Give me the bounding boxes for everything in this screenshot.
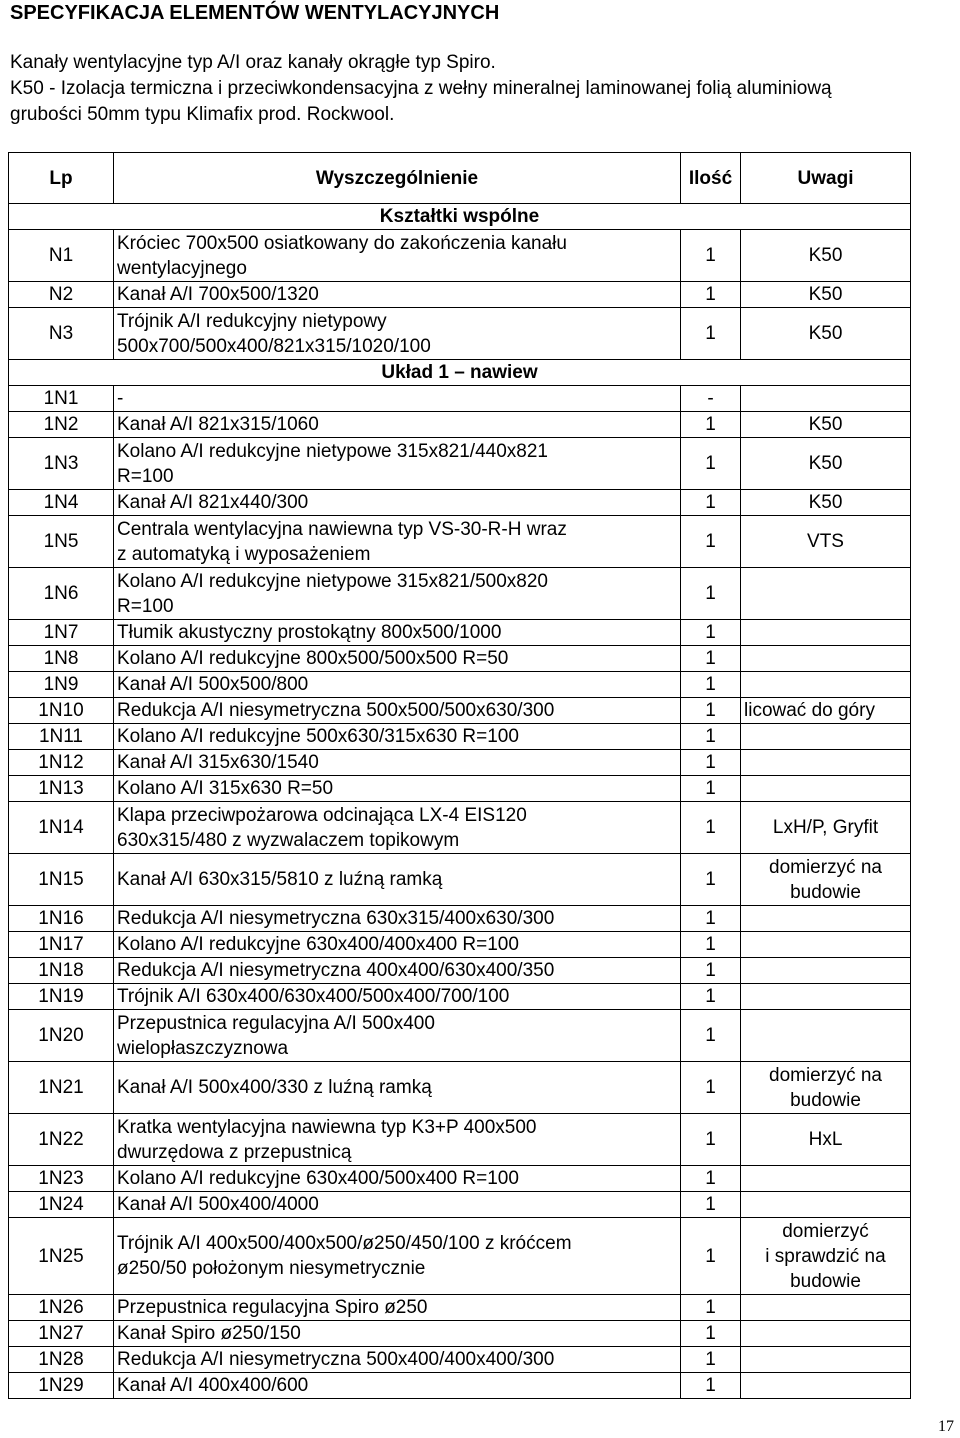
cell-lp: 1N12 [9,750,114,776]
cell-note [741,958,911,984]
cell-note: K50 [741,438,911,490]
cell-lp: 1N2 [9,412,114,438]
cell-lp: 1N3 [9,438,114,490]
cell-qty: 1 [681,750,741,776]
cell-desc: Kolano A/I redukcyjne 630x400/500x400 R=100 [114,1166,681,1192]
header-description: Wyszczególnienie [114,153,681,204]
table-row [9,386,911,412]
cell-desc: Kratka wentylacyjna nawiewna typ K3+P 400x500 dwurzędowa z przepustnicą [114,1114,681,1166]
cell-qty: 1 [681,516,741,568]
cell-note [741,672,911,698]
table-header-row [9,153,911,204]
section-title: Układ 1 – nawiew [9,360,911,386]
table-row [9,1321,911,1347]
table-row [9,1010,911,1062]
cell-desc: Kanał A/I 500x400/330 z luźną ramką [114,1062,681,1114]
section-row [9,360,911,386]
cell-desc: Kolano A/I redukcyjne 800x500/500x500 R=50 [114,646,681,672]
cell-qty: 1 [681,1192,741,1218]
table-row [9,568,911,620]
table-row [9,958,911,984]
cell-note: K50 [741,282,911,308]
cell-desc: - [114,386,681,412]
cell-desc: Kanał A/I 630x315/5810 z luźną ramką [114,854,681,906]
cell-qty: 1 [681,412,741,438]
cell-lp: 1N6 [9,568,114,620]
table-row [9,906,911,932]
cell-lp: 1N17 [9,932,114,958]
cell-note: LxH/P, Gryfit [741,802,911,854]
cell-qty: 1 [681,490,741,516]
cell-qty: 1 [681,906,741,932]
cell-desc: Trójnik A/I 630x400/630x400/500x400/700/100 [114,984,681,1010]
cell-lp: 1N14 [9,802,114,854]
cell-note [741,620,911,646]
cell-note: K50 [741,230,911,282]
cell-qty: 1 [681,646,741,672]
cell-desc: Kolano A/I redukcyjne 500x630/315x630 R=100 [114,724,681,750]
cell-lp: 1N22 [9,1114,114,1166]
cell-qty: 1 [681,1321,741,1347]
cell-lp: 1N7 [9,620,114,646]
cell-qty: 1 [681,698,741,724]
cell-qty: - [681,386,741,412]
section-row [9,204,911,230]
cell-lp: 1N5 [9,516,114,568]
cell-qty: 1 [681,724,741,750]
header-lp: Lp [9,153,114,204]
cell-desc: Kanał A/I 400x400/600 [114,1373,681,1399]
cell-lp: 1N25 [9,1218,114,1295]
cell-note [741,1321,911,1347]
cell-note: licować do góry [741,698,911,724]
cell-desc: Trójnik A/I redukcyjny nietypowy 500x700/500x400/821x315/1020/100 [114,308,681,360]
table-row [9,1218,911,1295]
cell-desc: Kolano A/I redukcyjne 630x400/400x400 R=100 [114,932,681,958]
cell-lp: 1N29 [9,1373,114,1399]
cell-note: domierzyć na budowie [741,1062,911,1114]
cell-lp: 1N19 [9,984,114,1010]
table-row [9,1192,911,1218]
intro-line: K50 - Izolacja termiczna i przeciwkondensacyjna z wełny mineralnej laminowanej folią aluminiową [10,78,832,99]
table-row [9,750,911,776]
table-row [9,516,911,568]
cell-qty: 1 [681,308,741,360]
table-row [9,724,911,750]
cell-desc: Przepustnica regulacyjna Spiro ø250 [114,1295,681,1321]
cell-lp: N2 [9,282,114,308]
cell-lp: N1 [9,230,114,282]
cell-qty: 1 [681,438,741,490]
cell-desc: Trójnik A/I 400x500/400x500/ø250/450/100 z króćcem ø250/50 położonym niesymetrycznie [114,1218,681,1295]
cell-desc: Redukcja A/I niesymetryczna 500x400/400x400/300 [114,1347,681,1373]
table-row [9,1295,911,1321]
cell-desc: Kanał A/I 500x500/800 [114,672,681,698]
table-row [9,1166,911,1192]
cell-lp: 1N20 [9,1010,114,1062]
cell-note: domierzyć na budowie [741,854,911,906]
table-row [9,1347,911,1373]
cell-desc: Kolano A/I redukcyjne nietypowe 315x821/500x820 R=100 [114,568,681,620]
cell-note [741,1373,911,1399]
header-quantity: Ilość [681,153,741,204]
table-row [9,802,911,854]
table-row [9,412,911,438]
cell-qty: 1 [681,1010,741,1062]
table-row [9,230,911,282]
table-row [9,308,911,360]
table-row [9,932,911,958]
cell-note [741,1192,911,1218]
cell-desc: Króciec 700x500 osiatkowany do zakończenia kanału wentylacyjnego [114,230,681,282]
cell-lp: 1N13 [9,776,114,802]
table-row [9,776,911,802]
table-row [9,698,911,724]
cell-note [741,646,911,672]
cell-lp: 1N18 [9,958,114,984]
cell-note [741,1295,911,1321]
cell-note [741,1010,911,1062]
cell-lp: 1N24 [9,1192,114,1218]
document-heading: SPECYFIKACJA ELEMENTÓW WENTYLACYJNYCH [10,2,500,24]
cell-qty: 1 [681,958,741,984]
cell-note [741,1347,911,1373]
cell-note [741,776,911,802]
cell-lp: N3 [9,308,114,360]
cell-qty: 1 [681,230,741,282]
cell-desc: Kanał A/I 500x400/4000 [114,1192,681,1218]
cell-qty: 1 [681,1166,741,1192]
cell-qty: 1 [681,776,741,802]
cell-qty: 1 [681,1062,741,1114]
cell-desc: Kanał A/I 821x315/1060 [114,412,681,438]
cell-qty: 1 [681,984,741,1010]
cell-note [741,750,911,776]
cell-note: domierzyć i sprawdzić na budowie [741,1218,911,1295]
cell-note [741,932,911,958]
table-row [9,282,911,308]
cell-desc: Przepustnica regulacyjna A/I 500x400 wielopłaszczyznowa [114,1010,681,1062]
cell-lp: 1N26 [9,1295,114,1321]
table-row [9,1062,911,1114]
specification-table [8,152,911,1399]
cell-note: K50 [741,412,911,438]
cell-qty: 1 [681,932,741,958]
cell-note [741,906,911,932]
table-row [9,854,911,906]
cell-qty: 1 [681,1114,741,1166]
cell-qty: 1 [681,620,741,646]
cell-note [741,984,911,1010]
table-row [9,438,911,490]
cell-desc: Kolano A/I 315x630 R=50 [114,776,681,802]
cell-qty: 1 [681,802,741,854]
cell-desc: Redukcja A/I niesymetryczna 630x315/400x630/300 [114,906,681,932]
cell-lp: 1N9 [9,672,114,698]
header-notes: Uwagi [741,153,911,204]
cell-lp: 1N23 [9,1166,114,1192]
cell-note: VTS [741,516,911,568]
cell-lp: 1N16 [9,906,114,932]
intro-line: grubości 50mm typu Klimafix prod. Rockwool. [10,104,395,125]
page-number: 17 [938,1418,954,1435]
cell-qty: 1 [681,1347,741,1373]
cell-lp: 1N1 [9,386,114,412]
cell-lp: 1N8 [9,646,114,672]
cell-desc: Redukcja A/I niesymetryczna 500x500/500x630/300 [114,698,681,724]
specification-table-body [9,153,911,1399]
cell-desc: Kolano A/I redukcyjne nietypowe 315x821/440x821 R=100 [114,438,681,490]
cell-note [741,568,911,620]
cell-note: HxL [741,1114,911,1166]
cell-qty: 1 [681,1295,741,1321]
cell-qty: 1 [681,568,741,620]
cell-lp: 1N27 [9,1321,114,1347]
cell-desc: Tłumik akustyczny prostokątny 800x500/1000 [114,620,681,646]
cell-desc: Kanał A/I 821x440/300 [114,490,681,516]
cell-lp: 1N10 [9,698,114,724]
cell-lp: 1N28 [9,1347,114,1373]
cell-desc: Kanał A/I 315x630/1540 [114,750,681,776]
cell-desc: Redukcja A/I niesymetryczna 400x400/630x400/350 [114,958,681,984]
section-title: Kształtki wspólne [9,204,911,230]
table-row [9,646,911,672]
cell-qty: 1 [681,1373,741,1399]
intro-line: Kanały wentylacyjne typ A/I oraz kanały okrągłe typ Spiro. [10,52,496,73]
table-row [9,984,911,1010]
table-row [9,490,911,516]
cell-qty: 1 [681,1218,741,1295]
table-row [9,1114,911,1166]
cell-lp: 1N11 [9,724,114,750]
cell-note: K50 [741,490,911,516]
cell-lp: 1N4 [9,490,114,516]
table-row [9,1373,911,1399]
cell-desc: Centrala wentylacyjna nawiewna typ VS-30-R-H wraz z automatyką i wyposażeniem [114,516,681,568]
table-row [9,672,911,698]
table-row [9,620,911,646]
cell-note [741,724,911,750]
cell-qty: 1 [681,854,741,906]
cell-desc: Kanał A/I 700x500/1320 [114,282,681,308]
cell-desc: Kanał Spiro ø250/150 [114,1321,681,1347]
cell-note: K50 [741,308,911,360]
cell-note [741,386,911,412]
cell-desc: Klapa przeciwpożarowa odcinająca LX-4 EIS120 630x315/480 z wyzwalaczem topikowym [114,802,681,854]
cell-qty: 1 [681,282,741,308]
intro-text [10,50,955,128]
cell-qty: 1 [681,672,741,698]
cell-lp: 1N15 [9,854,114,906]
cell-lp: 1N21 [9,1062,114,1114]
cell-note [741,1166,911,1192]
